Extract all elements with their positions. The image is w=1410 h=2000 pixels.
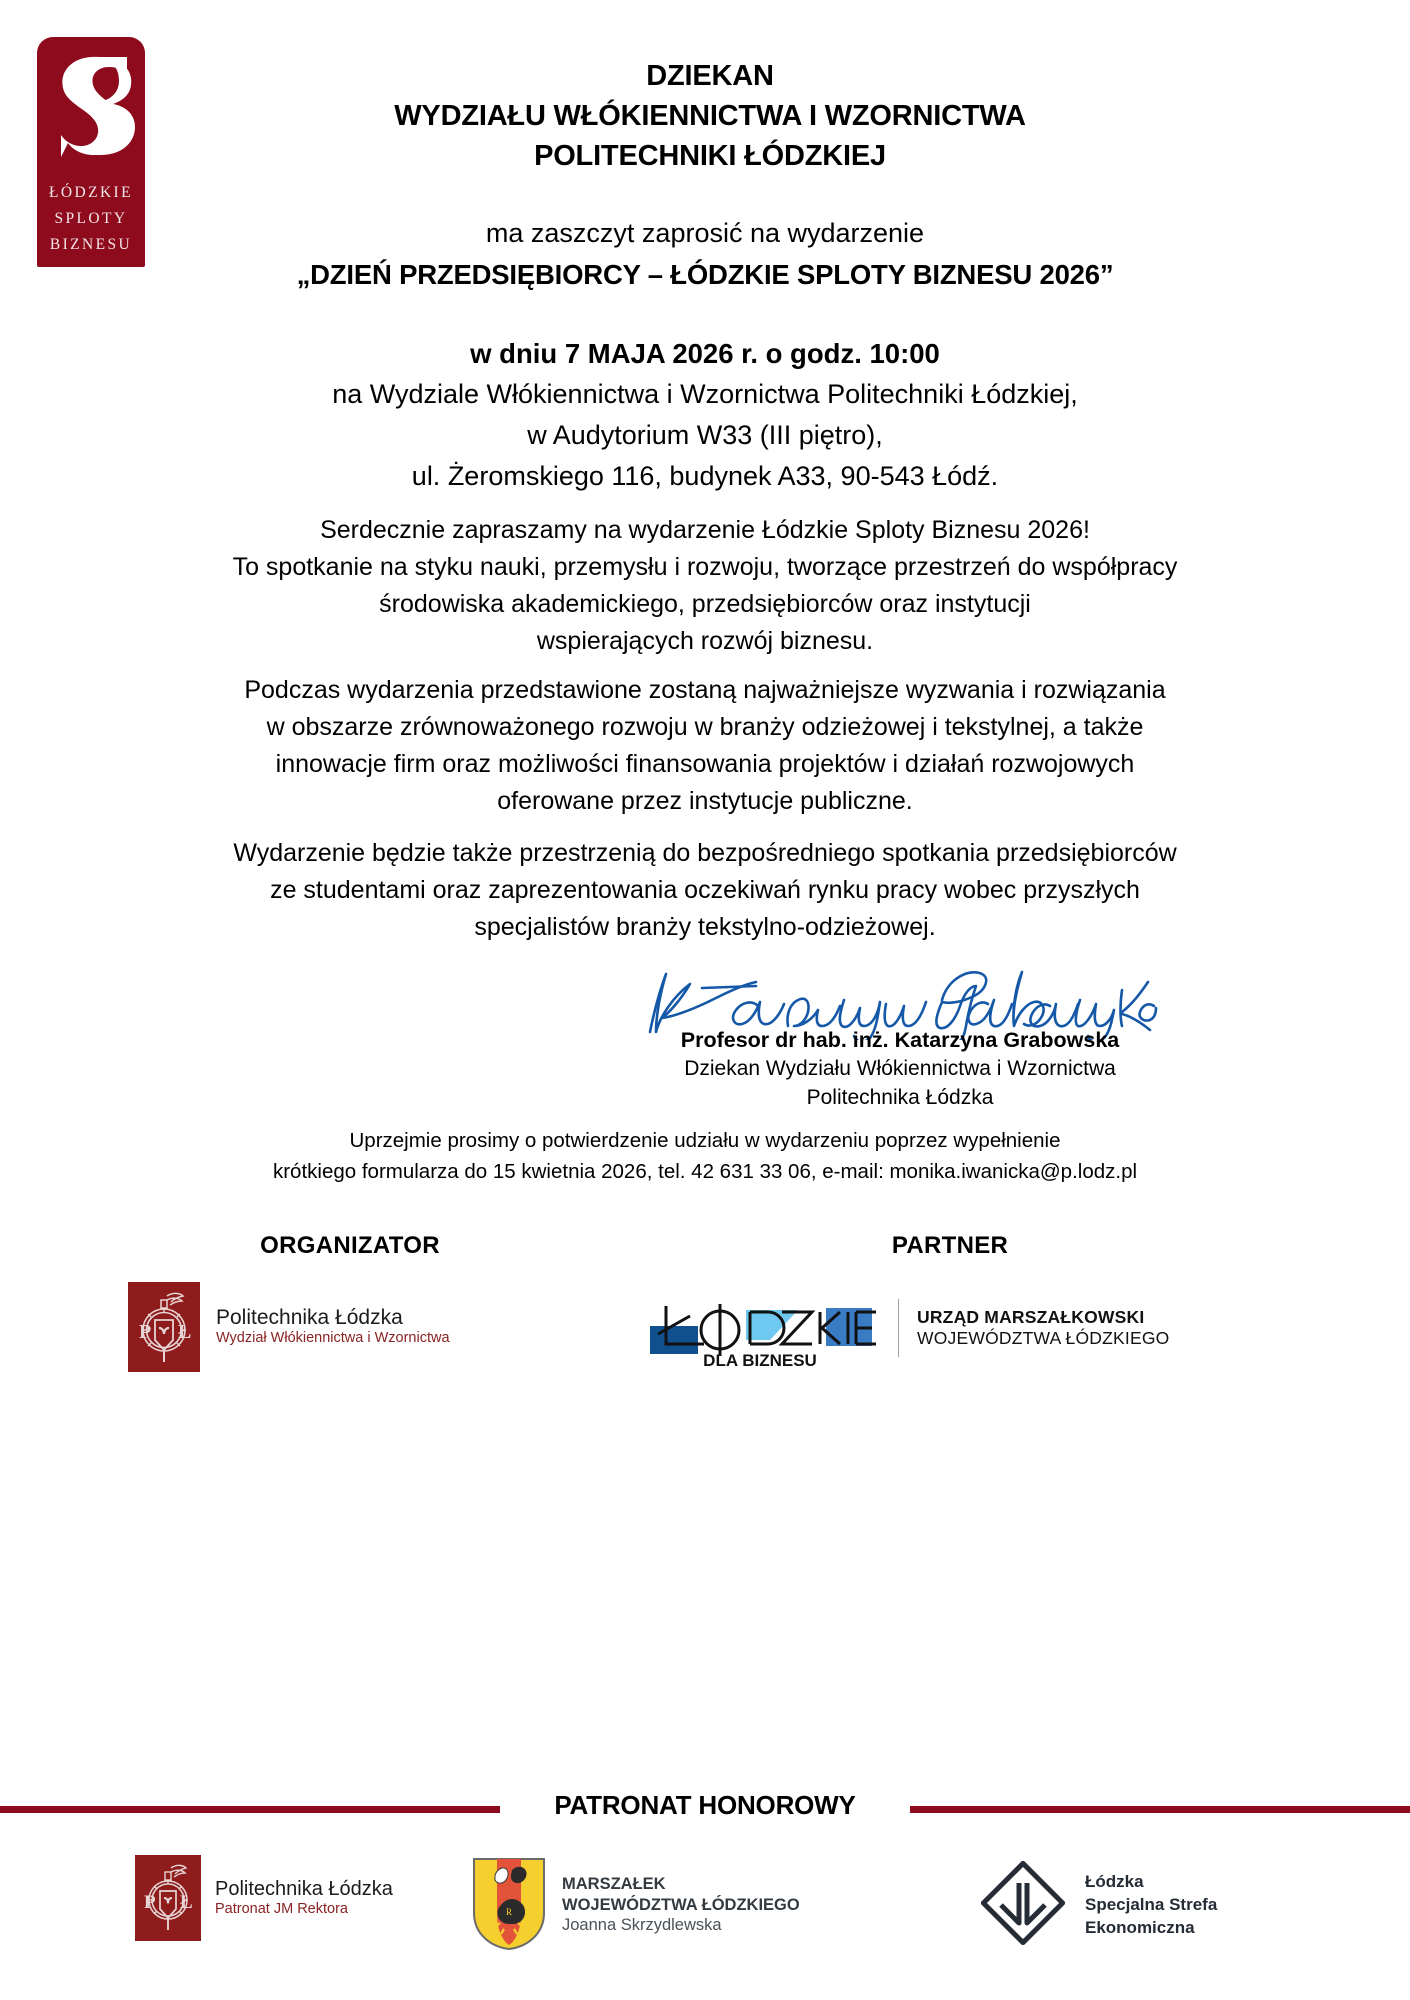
lodzkie-wordmark-icon <box>650 1282 880 1373</box>
page-title <box>180 56 1240 176</box>
sse-diamond-icon <box>975 1855 1071 1956</box>
paragraph-welcome <box>60 512 1350 660</box>
welcome-line-2: To spotkanie na styku nauki, przemysłu i rozwoju, tworzące przestrzeń do współpracy <box>232 553 1178 581</box>
patronat-pl-subtitle: Patronat JM Rektora <box>215 1900 348 1917</box>
title-line-faculty: WYDZIAŁU WŁÓKIENNICTWA I WZORNICTWA <box>394 100 1026 132</box>
sse-line-2: Specjalna Strefa <box>1085 1895 1218 1915</box>
sse-text <box>1085 1871 1217 1940</box>
title-line-dziekan: DZIEKAN <box>646 60 774 92</box>
pl-emblem-icon <box>128 1282 200 1372</box>
topics-line-4: oferowane przez instytucje publiczne. <box>497 787 913 815</box>
patronat-logo-politechnika <box>135 1855 393 1941</box>
welcome-line-1: Serdecznie zapraszamy na wydarzenie Łódzkie Sploty Biznesu 2026! <box>320 516 1090 544</box>
rsvp-line-1: Uprzejmie prosimy o potwierdzenie udziału w wydarzeniu poprzez wypełnienie <box>349 1129 1061 1152</box>
intro-lead-text: ma zaszczyt zaprosić na wydarzenie <box>485 218 925 248</box>
organizator-column <box>100 1232 600 1372</box>
event-title: „DZIEŃ PRZEDSIĘBIORCY – ŁÓDZKIE SPLOTY BIZNESU 2026” <box>296 259 1114 290</box>
event-venue-line-3: ul. Żeromskiego 116, budynek A33, 90-543 Łódź. <box>411 461 999 491</box>
networking-line-2: ze studentami oraz zaprezentowania oczekiwań rynku pracy wobec przyszłych <box>270 876 1140 904</box>
organizator-heading: ORGANIZATOR <box>260 1232 440 1259</box>
partner-heading: PARTNER <box>891 1232 1009 1259</box>
urzad-line-2: WOJEWÓDZTWA ŁÓDZKIEGO <box>917 1327 1170 1348</box>
welcome-line-3: środowiska akademickiego, przedsiębiorców oraz instytucji <box>379 590 1031 618</box>
logo-divider <box>898 1299 899 1357</box>
urzad-line-1: URZĄD MARSZAŁKOWSKI <box>917 1306 1145 1327</box>
lodzkie-coat-of-arms-icon <box>470 1855 548 1956</box>
signatory-role-line-2: Politechnika Łódzka <box>806 1086 994 1109</box>
sse-line-3: Ekonomiczna <box>1085 1917 1195 1937</box>
patronat-pl-text <box>215 1878 393 1918</box>
signatory-name: Profesor dr hab. inż. Katarzyna Grabowska <box>680 1028 1120 1052</box>
svg-text:P: P <box>139 1321 152 1343</box>
event-details <box>60 333 1350 497</box>
sponsors-band <box>0 1232 1410 1392</box>
topics-line-2: w obszarze zrównoważonego rozwoju w branży odzieżowej i tekstylnej, a także <box>266 713 1144 741</box>
topics-line-1: Podczas wydarzenia przedstawione zostaną najważniejsze wyzwania i rozwiązania <box>244 676 1166 704</box>
logo-word-3: BIZNESU <box>49 236 133 253</box>
patronat-logo-marszalek <box>470 1855 800 1956</box>
welcome-line-4: wspierających rozwój biznesu. <box>536 627 874 655</box>
sse-line-1: Łódzka <box>1085 1872 1144 1892</box>
lodzkie-dla-biznesu-logo <box>650 1282 1260 1373</box>
title-line-university: POLITECHNIKI ŁÓDZKIEJ <box>534 140 886 172</box>
event-venue-line-2: w Audytorium W33 (III piętro), <box>527 420 883 450</box>
logo-word-2: SPLOTY <box>54 210 128 227</box>
networking-line-3: specjalistów branży tekstylno-odzieżowej. <box>474 913 936 941</box>
lodzkie-tagline: DLA BIZNESU <box>703 1351 817 1368</box>
event-datetime: w dniu 7 MAJA 2026 r. o godz. 10:00 <box>470 338 940 369</box>
patronat-heading-text: PATRONAT HONOROWY <box>532 1790 877 1820</box>
marszalek-text <box>562 1874 800 1937</box>
sb-monogram-icon <box>37 43 145 178</box>
marszalek-person: Joanna Skrzydlewska <box>562 1916 722 1935</box>
svg-text:P: P <box>144 1892 156 1913</box>
pl-logo-title: Politechnika Łódzka <box>216 1306 403 1330</box>
urzad-marszalkowski-text <box>917 1307 1169 1349</box>
politechnika-lodzka-logo <box>128 1282 600 1372</box>
rsvp-note <box>130 1125 1280 1187</box>
patronat-logo-sse <box>975 1855 1217 1956</box>
marszalek-line-1: MARSZAŁEK <box>562 1875 666 1894</box>
signatory-role-line-1: Dziekan Wydziału Włókiennictwa i Wzornictwa <box>684 1057 1116 1080</box>
patronat-heading <box>0 1790 1410 1821</box>
paragraph-networking <box>60 835 1350 946</box>
rsvp-line-2: krótkiego formularza do 15 kwietnia 2026, tel. 42 631 33 06, e-mail: monika.iwanicka@p.lodz.pl <box>272 1160 1138 1183</box>
paragraph-topics <box>60 672 1350 820</box>
networking-line-1: Wydarzenie będzie także przestrzenią do bezpośredniego spotkania przedsiębiorców <box>233 839 1177 867</box>
svg-text:R: R <box>505 1907 513 1917</box>
svg-text:Ł: Ł <box>180 1892 193 1913</box>
pl-emblem-icon-footer <box>135 1855 201 1941</box>
pl-logo-text <box>216 1306 450 1348</box>
patronat-pl-title: Politechnika Łódzka <box>215 1877 393 1900</box>
invitation-intro <box>60 212 1350 296</box>
patronat-logos <box>0 1855 1410 1985</box>
signature-block <box>460 960 1340 1112</box>
svg-text:Ł: Ł <box>178 1321 192 1343</box>
logo-word-1: ŁÓDZKIE <box>49 184 133 201</box>
patronat-honorowy-section <box>0 1790 1410 1824</box>
event-venue-line-1: na Wydziale Włókiennictwa i Wzornictwa Politechniki Łódzkiej, <box>332 379 1078 409</box>
pl-logo-subtitle: Wydział Włókiennictwa i Wzornictwa <box>216 1330 450 1347</box>
marszalek-line-2: WOJEWÓDZTWA ŁÓDZKIEGO <box>562 1895 800 1914</box>
partner-column <box>640 1232 1260 1373</box>
topics-line-3: innowacje firm oraz możliwości finansowania projektów i działań rozwojowych <box>275 750 1135 778</box>
